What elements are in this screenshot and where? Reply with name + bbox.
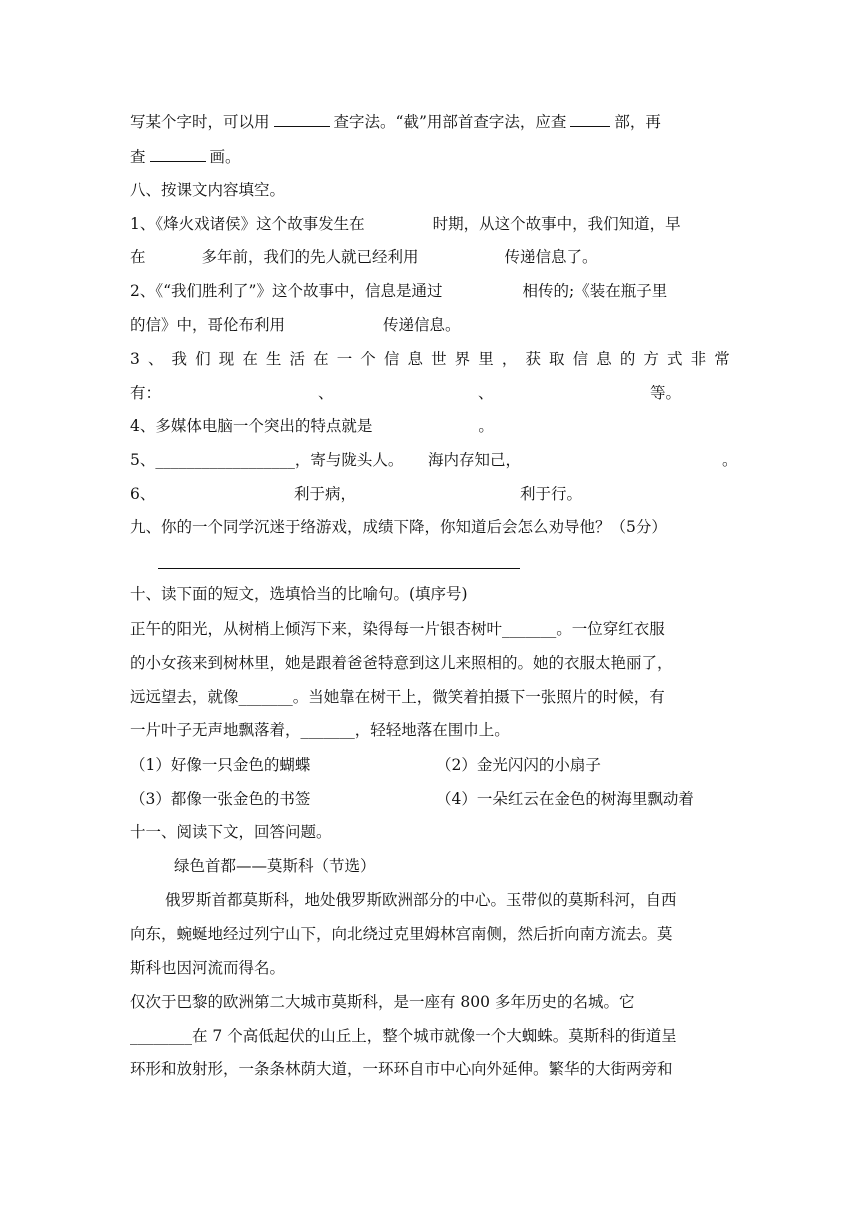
q8-item-3-line-1: 3 、 我 们 现 在 生 活 在 一 个 信 息 世 界 里 ， 获 取 信 息 的 方 式 非 常 (130, 350, 730, 368)
blank[interactable] (570, 112, 610, 127)
q10-option-1: （1）好像一只金色的蝴蝶 (130, 756, 311, 774)
blank[interactable] (150, 147, 206, 162)
passage-p1-line-3: 斯科也因河流而得名。 (130, 959, 286, 977)
q8-item-3-line-2: 有： 、 、 等。 (130, 384, 682, 402)
passage-p2-line-2: ________在 7 个高低起伏的山丘上，整个城市就像一个大蜘蛛。莫斯科的街道呈 (130, 1027, 677, 1045)
q8-item-1-line-1: 1、《烽火戏诸侯》这个故事发生在 时期，从这个故事中，我们知道，早 (130, 215, 681, 233)
q8-item-6: 6、 利于病， 利于行。 (130, 485, 583, 503)
q10-paragraph-line-2: 的小女孩来到树林里，她是跟着爸爸特意到这儿来照相的。她的衣服太艳丽了， (130, 654, 673, 672)
q10-option-4: （4）一朵红云在金色的树海里飘动着 (436, 790, 694, 808)
q8-item-1-line-2: 在 多年前，我们的先人就已经利用 传递信息了。 (130, 248, 598, 266)
q8-item-2-line-1: 2、《“我们胜利了”》这个故事中，信息是通过 相传的;《装在瓶子里 (130, 282, 668, 300)
q10-option-3: （3）都像一张金色的书签 (130, 790, 311, 808)
passage-p1-line-1: 俄罗斯首都莫斯科，地处俄罗斯欧洲部分的中心。玉带似的莫斯科河，自西 (165, 891, 677, 909)
q8-item-5: 5、__________________，寄与陇头人。 海内存知己， 。 (130, 451, 738, 469)
q9-heading: 九、你的一个同学沉迷于络游戏，成绩下降，你知道后会怎么劝导他？（5分） (130, 518, 667, 536)
q7-line-2: 查 画。 (130, 148, 241, 166)
passage-title: 绿色首都——莫斯科（节选） (174, 857, 376, 875)
q10-option-2: （2）金光闪闪的小扇子 (436, 756, 601, 774)
passage-p2-line-1: 仅次于巴黎的欧洲第二大城市莫斯科，是一座有 800 多年历史的名城。它 (130, 993, 635, 1011)
q7-line-1: 写某个字时，可以用 查字法。“截”用部首查字法，应查 部，再 (130, 113, 661, 131)
q10-paragraph-line-4: 一片叶子无声地飘落着，_______，轻轻地落在围巾上。 (130, 721, 510, 739)
q10-paragraph-line-3: 远远望去，就像_______。当她靠在树干上，微笑着拍摄下一张照片的时候，有 (130, 688, 665, 706)
q8-item-4: 4、多媒体电脑一个突出的特点就是 。 (130, 417, 494, 435)
q10-paragraph-line-1: 正午的阳光，从树梢上倾泻下来，染得每一片银杏树叶_______。一位穿红衣服 (130, 620, 665, 638)
passage-p2-line-3: 环形和放射形，一条条林荫大道，一环环自市中心向外延伸。繁华的大街两旁和 (130, 1060, 673, 1078)
q11-heading: 十一、阅读下文，回答问题。 (130, 823, 332, 841)
passage-p1-line-2: 向东，蜿蜒地经过列宁山下，向北绕过克里姆林宫南侧，然后折向南方流去。莫 (130, 925, 673, 943)
q10-heading: 十、读下面的短文，选填恰当的比喻句。(填序号) (130, 585, 468, 603)
answer-line[interactable] (158, 568, 520, 569)
blank[interactable] (274, 112, 330, 127)
q8-item-2-line-2: 的信》中，哥伦布利用 传递信息。 (130, 316, 461, 334)
q8-heading: 八、按课文内容填空。 (130, 181, 286, 199)
